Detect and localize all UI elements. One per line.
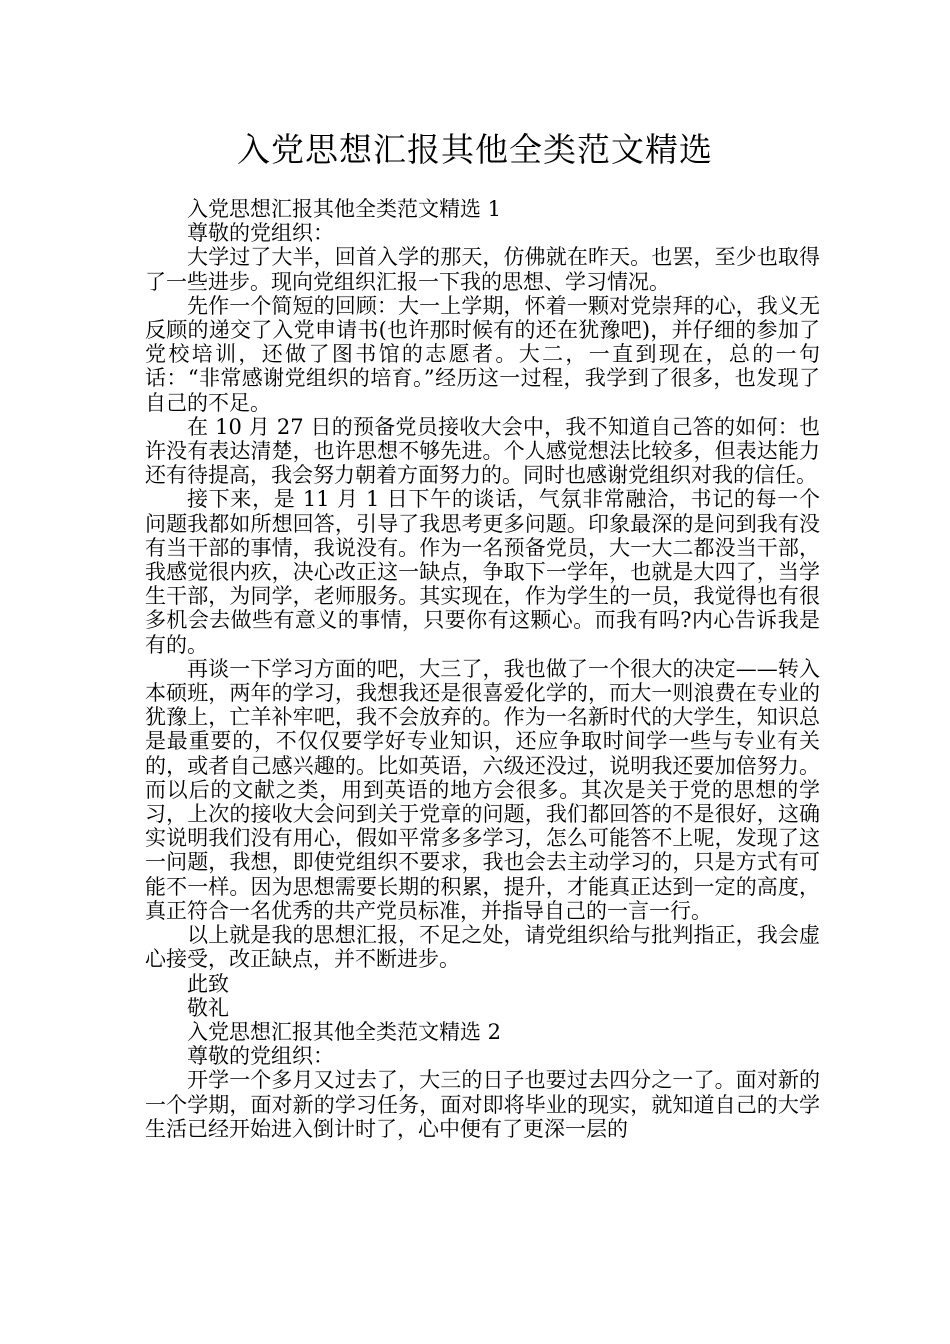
paragraph: 在 10 月 27 日的预备党员接收大会中，我不知道自己答的如何：也许没有表达清楚，也许思想不够先进。个人感觉想法比较多，但表达能力还有待提高，我会努力朝着方面努力的。同时也感谢党组织对我的信任。	[145, 414, 820, 488]
paragraph: 开学一个多月又过去了，大三的日子也要过去四分之一了。面对新的一个学期，面对新的学习任务，面对即将毕业的现实，就知道自己的大学生活已经开始进入倒计时了，心中便有了更深一层的	[145, 1068, 820, 1141]
closing-line: 此致	[187, 971, 229, 996]
paragraph: 以上就是我的思想汇报，不足之处，请党组织给与批判指正，我会虚心接受，改正缺点，并不断进步。	[145, 923, 820, 972]
paragraph: 先作一个简短的回顾：大一上学期，怀着一颗对党崇拜的心，我义无反顾的递交了入党申请书(也许那时候有的还在犹豫吧)，并仔细的参加了党校培训，还做了图书馆的志愿者。大二，一直到现在，总的一句话：“非常感谢党组织的培育。”经历这一过程，我学到了很多，也发现了自己的不足。	[145, 293, 820, 415]
section-heading-2: 入党思想汇报其他全类范文精选 2	[187, 1019, 502, 1044]
paragraph: 再谈一下学习方面的吧，大三了，我也做了一个很大的决定——转入本硕班，两年的学习，我想我还是很喜爱化学的，而大一则浪费在专业的犹豫上，亡羊补牢吧，我不会放弃的。作为一名新时代的大学生，知识总是最重要的，不仅仅要学好专业知识，还应争取时间学一些与专业有关的，或者自己感兴趣的。比如英语，六级还没过，说明我还要加倍努力。而以后的文献之类，用到英语的地方会很多。其次是关于党的思想的学习，上次的接收大会问到关于党章的问题，我们都回答的不是很好，这确实说明我们没有用心，假如平常多多学习，怎么可能答不上呢，发现了这一问题，我想，即使党组织不要求，我也会去主动学习的，只是方式有可能不一样。因为思想需要长期的积累，提升，才能真正达到一定的高度，真正符合一名优秀的共产党员标准，并指导自己的一言一行。	[145, 656, 820, 923]
salutation: 尊敬的党组织：	[187, 221, 334, 246]
document-title: 入党思想汇报其他全类范文精选	[237, 130, 713, 169]
salutation: 尊敬的党组织：	[187, 1044, 334, 1069]
paragraph: 大学过了大半，回首入学的那天，仿佛就在昨天。也罢，至少也取得了一些进步。现向党组织汇报一下我的思想、学习情况。	[145, 245, 820, 294]
closing-line: 敬礼	[187, 995, 229, 1020]
section-heading-1: 入党思想汇报其他全类范文精选 1	[187, 197, 502, 221]
document-body	[145, 197, 820, 1141]
paragraph: 接下来，是 11 月 1 日下午的谈话，气氛非常融洽，书记的每一个问题我都如所想回答，引导了我思考更多问题。印象最深的是问到我有没有当干部的事情，我说没有。作为一名预备党员，大一大二都没当干部，我感觉很内疚，决心改正这一缺点，争取下一学年，也就是大四了，当学生干部，为同学，老师服务。其实现在，作为学生的一员，我觉得也有很多机会去做些有意义的事情，只要你有这颗心。而我有吗?内心告诉我是有的。	[145, 487, 820, 657]
